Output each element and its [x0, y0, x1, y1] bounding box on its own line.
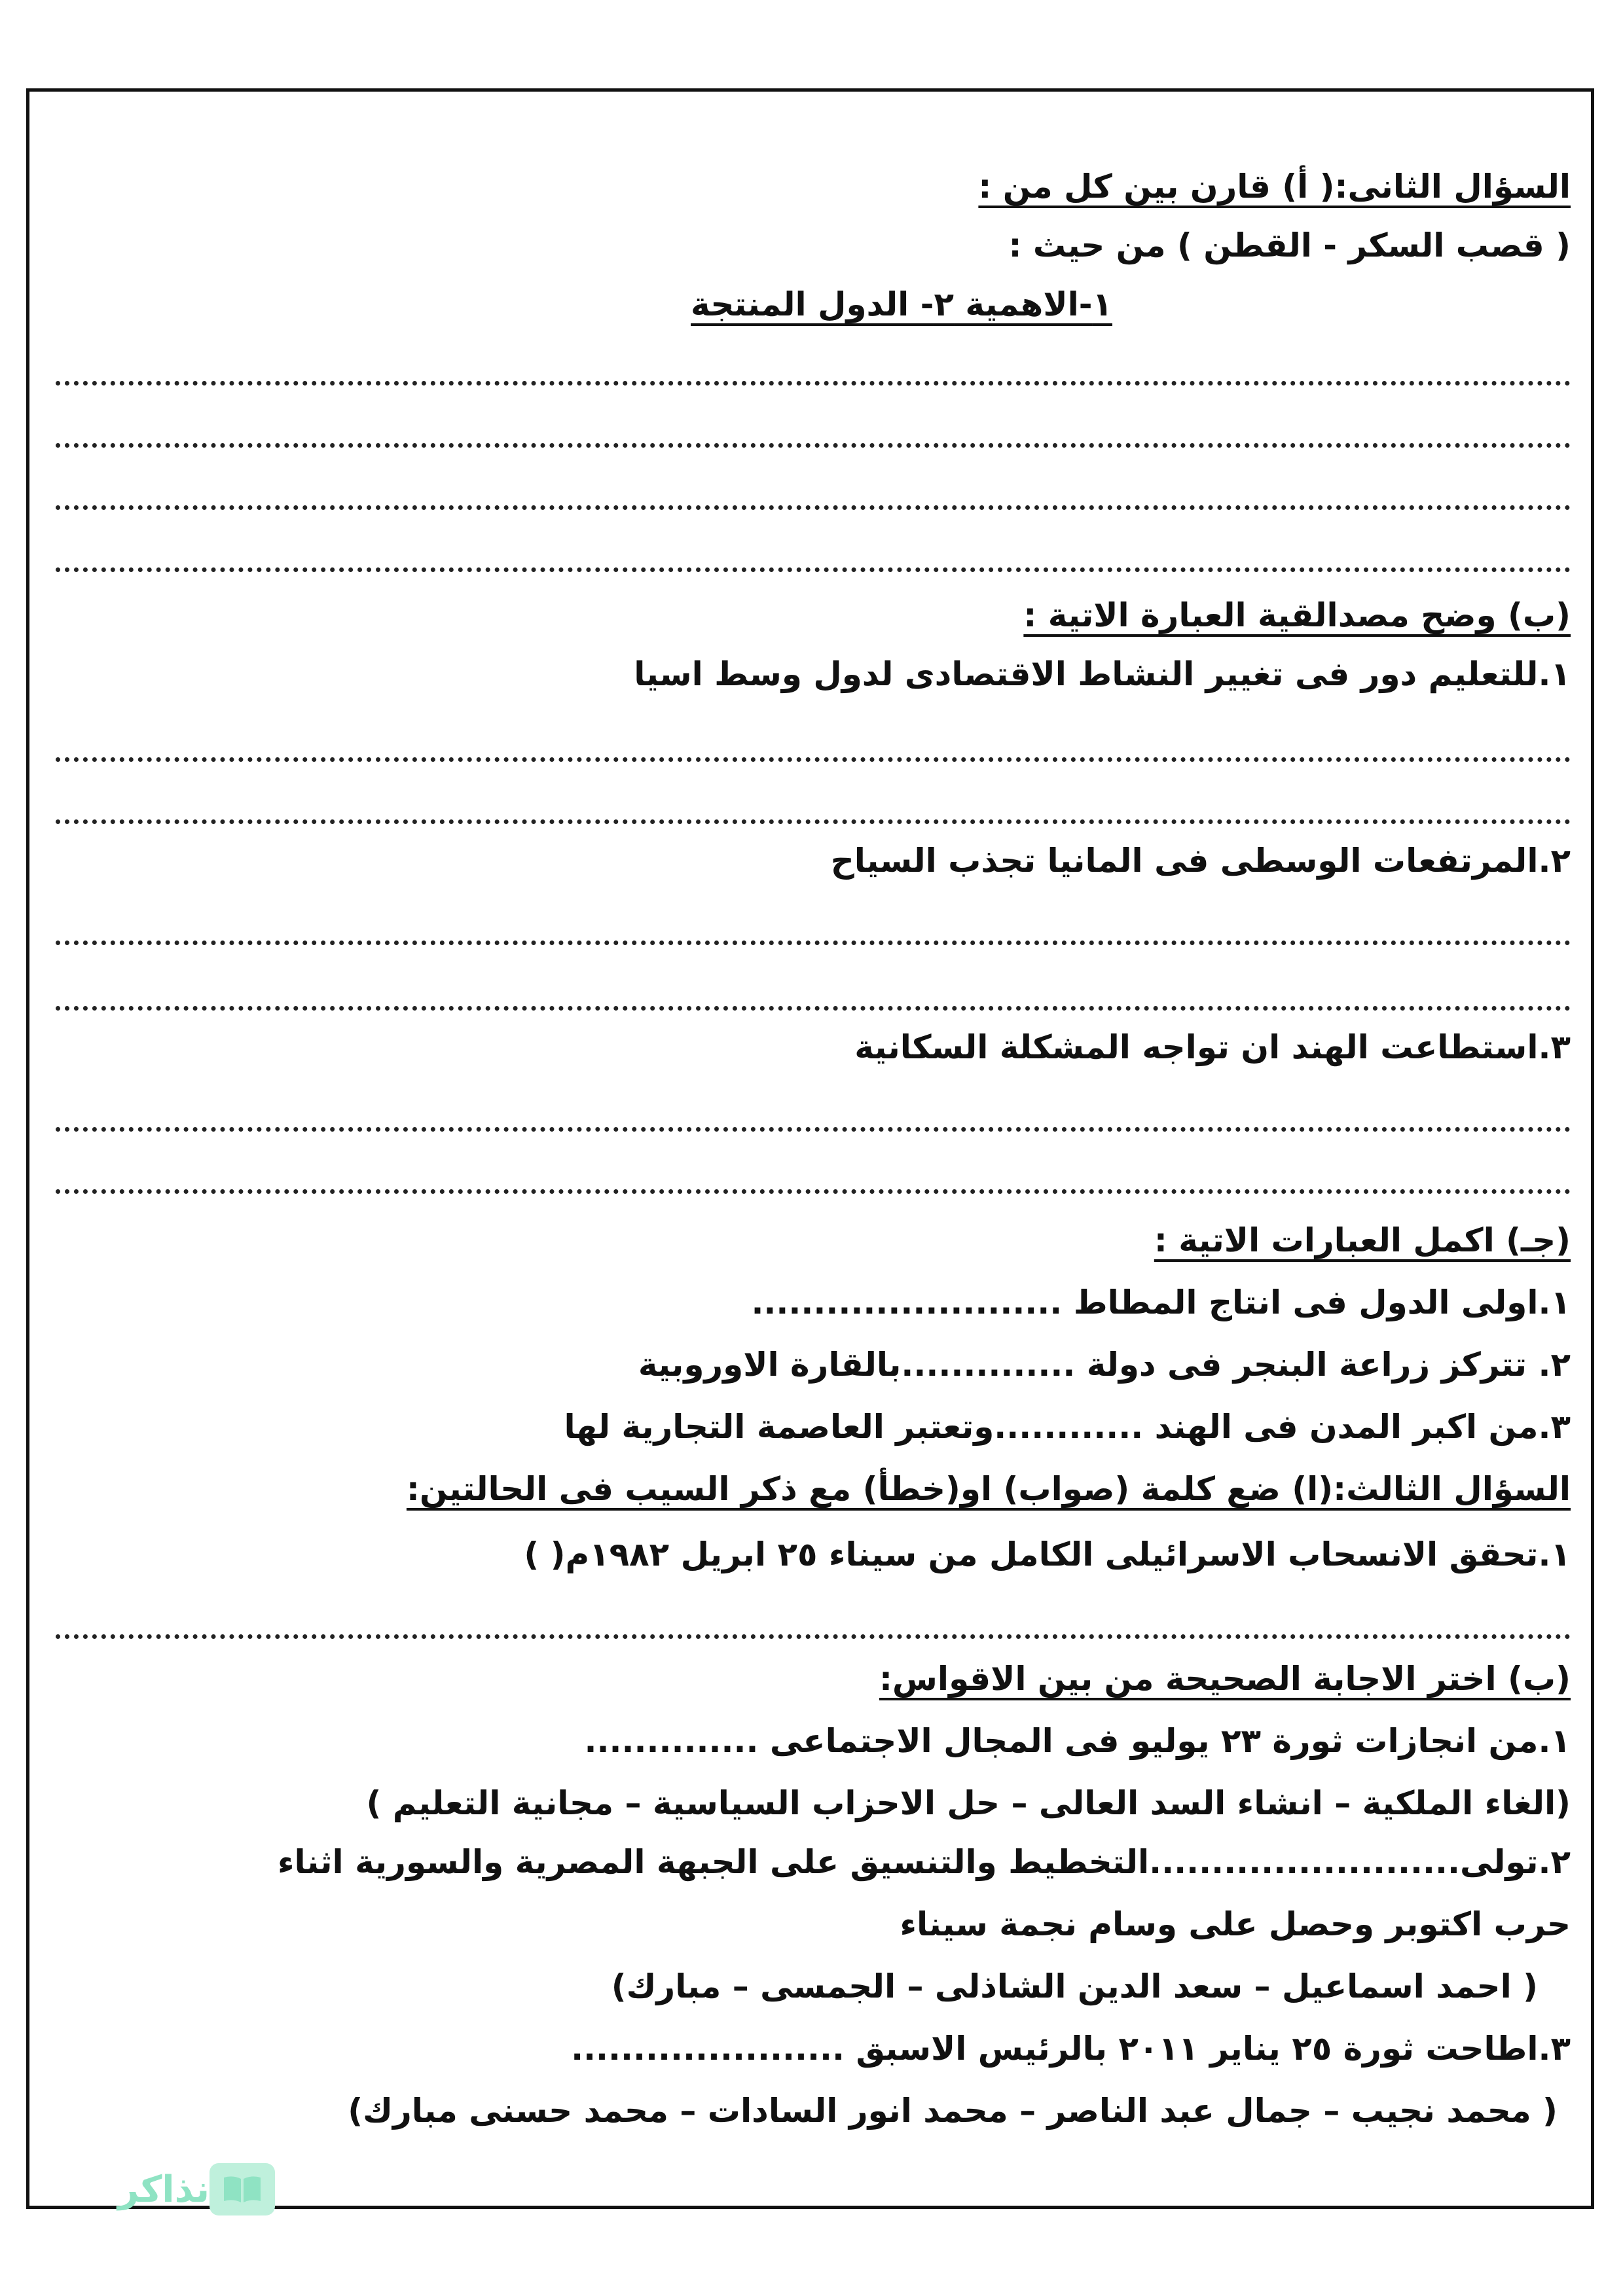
question-3-heading: السؤال الثالث:(ا) ضع كلمة (صواب) او(خطأ) مع ذكر السيب فى الحالتين: [406, 1470, 1571, 1508]
question-2-heading: السؤال الثانى:( أ) قارن بين كل من : [978, 168, 1571, 206]
compare-criteria: ١-الاهمية ٢- الدول المنتجة [691, 285, 1112, 323]
complete-3: ٣.من اكبر المدن فى الهند ............وتعتبر العاصمة التجارية لها [564, 1408, 1571, 1446]
watermark [118, 2163, 285, 2215]
options-2: ( احمد اسماعيل – سعد الدين الشاذلى – الجمسى – مبارك) [611, 1967, 1538, 2005]
statement-1: ١.للتعليم دور فى تغيير النشاط الاقتصادى لدول وسط اسيا [634, 655, 1571, 693]
answer-line [56, 998, 1571, 1011]
answer-line [56, 373, 1571, 386]
answer-line [56, 749, 1571, 762]
choose-3: ٣.اطاحت ثورة ٢٥ يناير ٢٠١١ بالرئيس الاسبق ...................... [571, 2030, 1571, 2068]
compare-items: ( قصب السكر - القطن ) من حيث : [1008, 226, 1571, 264]
complete-1: ١.اولى الدول فى انتاج المطاط ......................... [751, 1283, 1571, 1321]
choose-2-continued: حرب اكتوبر وحصل على وسام نجمة سيناء [900, 1905, 1571, 1943]
section-b-heading: (ب) وضح مصدالقية العبارة الاتية : [1023, 596, 1571, 634]
statement-3: ٣.استطاعت الهند ان تواجه المشكلة السكانية [854, 1028, 1571, 1066]
choose-2: ٢.تولى.........................التخطيط والتنسيق على الجبهة المصرية والسورية اثناء [278, 1843, 1571, 1881]
complete-2: ٢. تتركز زراعة البنجر فى دولة ..............بالقارة الاوروبية [638, 1346, 1571, 1384]
answer-line [56, 933, 1571, 945]
true-false-1: ١.تحقق الانسحاب الاسرائيلى الكامل من سيناء ٢٥ ابريل ١٩٨٢م( ) [524, 1535, 1571, 1573]
answer-line [56, 1181, 1571, 1194]
book-icon [210, 2163, 275, 2215]
answer-line [56, 435, 1571, 448]
answer-line [56, 497, 1571, 510]
answer-line [56, 1626, 1571, 1639]
options-1: (الغاء الملكية – انشاء السد العالى – حل الاحزاب السياسية – مجانية التعليم ) [366, 1784, 1571, 1822]
statement-2: ٢.المرتفعات الوسطى فى المانيا تجذب السياح [830, 842, 1571, 880]
answer-line [56, 560, 1571, 572]
section-c-heading: (جـ) اكمل العبارات الاتية : [1154, 1221, 1571, 1259]
page-border [26, 88, 1594, 2209]
section-b-choose-heading: (ب) اختر الاجابة الصحيحة من بين الاقواس: [879, 1660, 1571, 1698]
watermark-text: نذاكر [118, 2168, 210, 2211]
answer-line [56, 812, 1571, 824]
choose-1: ١.من انجازات ثورة ٢٣ يوليو فى المجال الاجتماعى .............. [584, 1722, 1571, 1760]
answer-line [56, 1119, 1571, 1132]
options-3: ( محمد نجيب – جمال عبد الناصر – محمد انور السادات – محمد حسنى مبارك) [348, 2092, 1558, 2130]
